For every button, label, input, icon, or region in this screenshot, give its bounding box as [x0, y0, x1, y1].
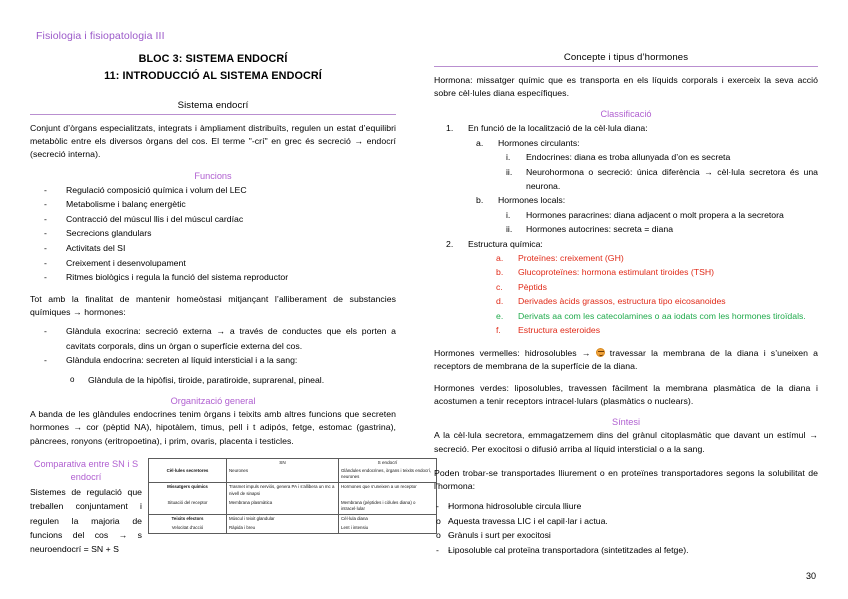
table-row — [149, 524, 437, 534]
list-marker: i. — [506, 152, 511, 163]
vermelles-suffix: travessar la membrana de la diana i s’uneixen a receptors de membrana de la superfície de la diana. — [434, 347, 818, 371]
paragraph-transport: Poden trobar-se transportades lliurement o en proteïnes transportadores segons la solubilitat de l’hormona: — [434, 467, 818, 491]
list-bullet: - - — [436, 501, 439, 512]
document-title-line1: BLOC 3: SISTEMA ENDOCRÍ — [138, 53, 288, 65]
list-item-f — [488, 323, 818, 337]
subheading-sintesi: Síntesi — [611, 417, 641, 428]
list-item: - Glàndula endocrina: secreten al líquid intersticial i a la sang: — [30, 353, 396, 368]
list-classificacio — [434, 121, 818, 337]
list-item — [434, 528, 818, 543]
list-glandula-sublist — [30, 373, 396, 387]
table-row-label: Situació del receptor — [149, 498, 227, 514]
table-cell-sn: Membrana plasmàtica — [227, 498, 339, 514]
list-item-ii — [498, 222, 818, 236]
list-item-text: Derivats aa com les catecolamines o aa iodats com les hormones tiroïdals. — [518, 310, 806, 321]
list-funcions — [30, 183, 396, 285]
table-row — [149, 482, 437, 498]
table-cell-se: Cèl·lula diana — [339, 514, 437, 524]
list-item-e — [488, 309, 818, 323]
table-cell-empty — [149, 458, 227, 466]
paragraph-homeostasi: Tot amb la finalitat de mantenir homeòstasi mitjançant l’alliberament de substancies químiques → hormones: — [30, 293, 396, 317]
list-item-text: Aquesta travessa LIC i el capil·lar i actua. — [448, 515, 608, 526]
list-item: - Metabolisme i balanç energètic — [30, 197, 396, 212]
table-row — [149, 498, 437, 514]
comparativa-text-block — [30, 458, 148, 557]
table-header-sn: SN — [227, 458, 339, 466]
table-cell-sn: Múscul i teixit glandular — [227, 514, 339, 524]
list-item: - Contracció del múscul llis i del múscul cardíac — [30, 212, 396, 227]
list-item-1 — [434, 121, 818, 236]
list-marker: c. — [496, 281, 503, 292]
paragraph-organitzacio-general: A banda de les glàndules endocrines tenim òrgans i teixits amb altres funcions que secreten hormones → cor (pèptid NA), hipotàlem, timus, pell i t adipós, fetge, estomac (gastrina), pàncrees, ronyons (eritropoetina), i prim, ovaris, placenta i testicles. — [30, 409, 396, 446]
paragraph-sintesi: A la cèl·lula secretora, emmagatzemem dins del grànul citoplasmàtic que davant un estímul → secreció. Per exocitosi o difusió arriba al líquid intersticial o a la sang. — [434, 430, 818, 454]
paragraph-hormona-definicio: Hormona: missatger químic que es transporta en els líquids corporals i exerceix la seva acció sobre cèl·lules diana específiques. — [434, 75, 818, 99]
list-marker: ii. — [506, 166, 513, 177]
list-item-text: Estructura química: — [468, 238, 543, 249]
section-heading-concepte-tipus: Concepte i tipus d’hormones — [563, 52, 689, 63]
list-item-text: Hormones paracrines: diana adjacent o molt propera a la secretora — [526, 209, 784, 220]
list-marker: ii. — [506, 224, 513, 235]
list-bullet: - - — [436, 544, 439, 555]
table-row — [149, 514, 437, 524]
list-item-i — [498, 208, 818, 222]
table-row-label: Cèl·lules secretores — [149, 466, 227, 482]
list-item-text: Proteïnes: creixement (GH) — [518, 253, 624, 264]
list-item: - Regulació composició química i volum del LEC — [30, 183, 396, 198]
list-item-ii — [498, 165, 818, 194]
list-glandules — [30, 324, 396, 368]
subheading-classificacio: Classificació — [600, 109, 652, 120]
list-estructura-quimica — [468, 251, 818, 337]
list-bullet: - o — [436, 515, 441, 526]
course-title: Fisiologia i fisiopatologia III — [36, 30, 165, 42]
list-item: - Secrecions glandulars — [30, 226, 396, 241]
left-column — [0, 52, 432, 563]
list-marker: 2. — [446, 238, 454, 249]
list-item-2 — [434, 237, 818, 338]
subheading-organitzacio-general: Organització general — [170, 396, 256, 407]
document-title-line2: 11: INTRODUCCIÓ AL SISTEMA ENDOCRÍ — [104, 70, 322, 82]
table-cell-se: Hormones que s’uneixen a un receptor — [339, 482, 437, 498]
list-item-text: Hormones circulants: — [498, 137, 580, 148]
paragraph-hormones-vermelles — [434, 347, 818, 373]
table-row-header-span — [149, 458, 437, 466]
list-item-text: Derivades àcids grassos, estructura tipo eicosanoides — [518, 296, 726, 307]
table-cell-se: Glàndules endocrines, òrgans i teixits endocrí, neurones — [339, 466, 437, 482]
list-item — [434, 543, 818, 558]
list-marker: e. — [496, 310, 504, 321]
section-divider — [30, 114, 396, 115]
table-row-label: Velocitat d’acció — [149, 524, 227, 534]
two-column-layout — [0, 52, 848, 563]
vermelles-prefix: Hormones vermelles: hidrosolubles → — [434, 347, 596, 358]
list-item-b — [468, 193, 818, 236]
list-item-text: Estructura esteroides — [518, 325, 601, 336]
list-item-b — [488, 265, 818, 279]
table-row — [149, 466, 437, 482]
frowning-face-emoji-icon — [596, 348, 605, 357]
table-cell-sn: Ràpida i breu — [227, 524, 339, 534]
list-level3 — [498, 150, 818, 193]
list-item-text: En funció de la localització de la cèl·lula diana: — [468, 123, 648, 134]
list-item-text: Hormona hidrosoluble circula lliure — [448, 501, 582, 512]
list-marker: 1. — [446, 123, 454, 134]
list-item: o Glàndula de la hipòfisi, tiroide, paratiroide, suprarenal, pineal. — [30, 373, 396, 387]
list-marker: i. — [506, 209, 511, 220]
table-row-label: Missatgers químics — [149, 482, 227, 498]
list-item-text: Grànuls i surt per exocitosi — [448, 530, 551, 541]
section-divider — [434, 66, 818, 67]
list-item-text: Glucoproteïnes: hormona estimulant tiroides (TSH) — [518, 267, 715, 278]
list-item — [434, 499, 818, 514]
paragraph-sistema-endocri: Conjunt d’òrgans especialitzats, integrats i àmpliament distribuïts, regulen un estat d’equilibri metabòlic entre els diversos òrgans del cos. El terme "-crí" en grec és secreció → endocrí (secreció interna). — [30, 123, 396, 160]
list-item — [434, 514, 818, 529]
section-heading-sistema-endocri: Sistema endocrí — [177, 100, 249, 111]
comparison-table — [148, 458, 437, 534]
list-item-a — [468, 136, 818, 194]
list-level2 — [468, 136, 818, 237]
list-item: - Glàndula exocrina: secreció externa → a través de conductes que els porten a cavitats corporals, dins un òrgan o superfície externa del cos. — [30, 324, 396, 353]
comparativa-body: Sistemes de regulació que treballen conjuntament i regulen la majoria de funcions del cos → s neuroendocrí = SN + S — [30, 486, 142, 555]
list-item-d — [488, 294, 818, 308]
list-item-text: Liposoluble cal proteïna transportadora (sintetitzades al fetge). — [448, 544, 689, 555]
right-column — [424, 52, 848, 563]
list-marker: b. — [496, 267, 504, 278]
list-item-text: Neurohormona o secreció: única diferència → cèl·lula secretora és una neurona. — [526, 166, 818, 192]
list-marker: b. — [476, 195, 484, 206]
page-number: 30 — [805, 571, 816, 581]
table-cell-se: Lent i intensiu — [339, 524, 437, 534]
table-row-label: Teixits efectors — [149, 514, 227, 524]
list-item-a — [488, 251, 818, 265]
list-marker: a. — [476, 137, 484, 148]
list-marker: d. — [496, 296, 504, 307]
list-item-text: Endocrines: diana es troba allunyada d’on es secreta — [526, 152, 731, 163]
list-item: - Creixement i desenvolupament — [30, 256, 396, 271]
list-bullet: - o — [436, 530, 441, 541]
list-marker: a. — [496, 253, 504, 264]
table-cell-sn: Trasmet impuls nerviós, genera PA i s’allibera un mc a nivell de sinapsi — [227, 482, 339, 498]
paragraph-hormones-verdes: Hormones verdes: liposolubles, travessen fàcilment la membrana plasmàtica de la diana i acostumen a tenir receptors intracel·lulars (plasmàtics o nuclears). — [434, 382, 818, 407]
comparativa-section — [30, 458, 432, 557]
table-cell-sn: Neurones — [227, 466, 339, 482]
table-cell-se: Membrana (pèptides i còlules diana) o intracel·lular — [339, 498, 437, 514]
subheading-funcions: Funcions — [194, 170, 232, 181]
list-item: - Ritmes biològics i regula la funció del sistema reproductor — [30, 270, 396, 285]
list-level3 — [498, 208, 818, 237]
list-transport — [434, 499, 818, 557]
list-item-c — [488, 280, 818, 294]
list-item-text: Hormones autocrines: secreta = diana — [526, 224, 674, 235]
comparativa-title: Comparativa entre SN i S endocrí — [33, 458, 139, 482]
list-item-text: Hormones locals: — [498, 195, 566, 206]
table-header-s-endocri: S endocrí — [339, 458, 437, 466]
list-item-i — [498, 150, 818, 164]
list-item-text: Pèptids — [518, 281, 547, 292]
list-item: - Activitats del SI — [30, 241, 396, 256]
list-marker: f. — [496, 325, 501, 336]
